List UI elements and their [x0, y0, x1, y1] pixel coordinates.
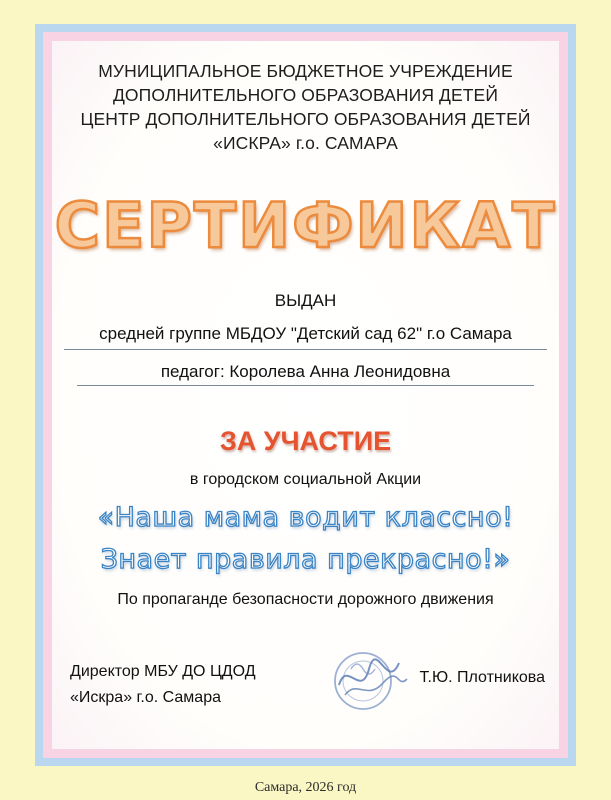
seal-signature-icon	[317, 639, 413, 719]
slogan-line-1: «Наша мама водит классно!	[97, 502, 514, 533]
signer-name: Т.Ю. Плотникова	[419, 669, 545, 686]
participation-heading: ЗА УЧАСТИЕ	[219, 426, 392, 456]
footer-city-year: Самара, 2026 год	[254, 780, 357, 795]
inner-frame	[43, 32, 568, 758]
certificate-body	[52, 41, 559, 749]
issued-label: ВЫДАН	[274, 291, 337, 310]
org-line-3: ЦЕНТР ДОПОЛНИТЕЛЬНОГО ОБРАЗОВАНИЯ ДЕТЕЙ	[80, 109, 531, 129]
certificate-title: СЕРТИФИКАТ	[54, 189, 557, 262]
org-line-2: ДОПОЛНИТЕЛЬНОГО ОБРАЗОВАНИЯ ДЕТЕЙ	[112, 85, 498, 105]
purpose-text: По пропаганде безопасности дорожного движения	[117, 591, 494, 608]
org-line-1: МУНИЦИПАЛЬНОЕ БЮДЖЕТНОЕ УЧРЕЖДЕНИЕ	[98, 61, 513, 81]
director-block	[70, 659, 256, 711]
recipient-line: средней группе МБДОУ "Детский сад 62" г.о Самара	[64, 319, 547, 350]
director-line-2: «Искра» г.о. Самара	[70, 689, 221, 706]
director-line-1: Директор МБУ ДО ЦДОД	[70, 663, 256, 680]
teacher-line: педагог: Королева Анна Леонидовна	[77, 355, 534, 386]
org-line-4: «ИСКРА» г.о. САМАРА	[213, 133, 398, 153]
outer-frame	[35, 24, 576, 766]
organization-header	[52, 59, 559, 155]
slogan-line-2: Знает правила прекрасно!»	[100, 544, 511, 575]
event-intro: в городском социальной Акции	[189, 471, 422, 488]
